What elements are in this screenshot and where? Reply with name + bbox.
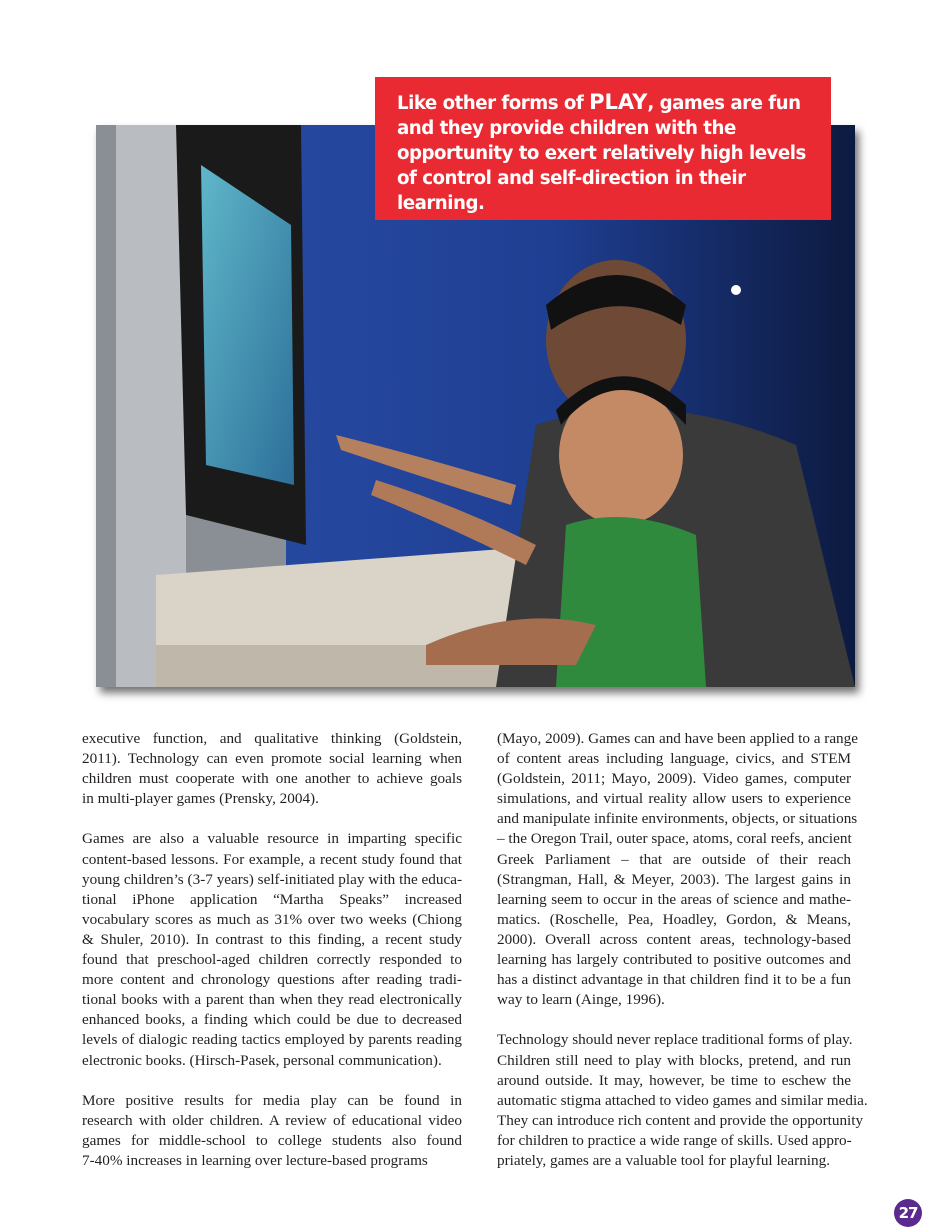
text-line: more content and chronology questions after reading tradi- <box>82 971 462 989</box>
text-line: (Goldstein, 2011; Mayo, 2009). Video games, computer <box>497 770 851 788</box>
text-line: – the Oregon Trail, outer space, atoms, coral reefs, ancient <box>497 830 852 848</box>
text-line: executive function, and qualitative thinking (Goldstein, <box>82 730 462 747</box>
text-line: tional iPhone application “Martha Speaks” increased <box>82 890 462 908</box>
text-line: 7-40% increases in learning over lecture-based programs <box>82 1151 428 1169</box>
text-line: content-based lessons. For example, a recent study found that <box>82 850 462 868</box>
text-line: Technology should never replace traditional forms of play. <box>497 1031 853 1049</box>
text-line: enhanced books, a finding which could be due to decreased <box>82 1011 462 1029</box>
paragraph <box>82 829 462 1070</box>
text-line: They can introduce rich content and provide the opportunity <box>497 1111 864 1129</box>
text-line: has a distinct advantage in that children find it to be a fun <box>497 971 851 989</box>
text-line: automatic stigma attached to video games and similar media. <box>497 1091 868 1109</box>
text-line: tional books with a parent than when they read electronically <box>82 991 462 1009</box>
text-line: (Strangman, Hall, & Meyer, 2003). The largest gains in <box>497 870 851 888</box>
callout-text-before: Like other forms of <box>397 93 590 114</box>
text-line: simulations, and virtual reality allow users to experience <box>497 790 851 808</box>
callout-text-after: , games are fun and they provide children with the opportunity to exert relatively high levels of control and self-direction in their learning. <box>397 93 806 214</box>
text-line: Greek Parliament – that are outside of their reach <box>497 850 851 868</box>
text-line: priately, games are a valuable tool for playful learning. <box>497 1151 831 1169</box>
paragraph <box>82 729 462 809</box>
text-line: matics. (Roschelle, Pea, Hoadley, Gordon, & Means, <box>497 910 851 928</box>
paragraph <box>82 1091 462 1171</box>
text-line: 2000). Overall across content areas, technology-based <box>497 930 851 948</box>
text-line: found that preschool-aged children correctly responded to <box>82 951 462 969</box>
text-line: of content areas including language, civics, and STEM <box>497 750 851 768</box>
text-line: learning seem to occur in the areas of science and mathe- <box>497 890 851 908</box>
text-line: & Shuler, 2010). In contrast to this finding, a recent study <box>82 930 462 948</box>
text-line: way to learn (Ainge, 1996). <box>497 991 665 1009</box>
pull-quote-callout <box>375 77 831 220</box>
text-line: 2011). Technology can even promote social learning when <box>82 750 462 768</box>
text-line: Children still need to play with blocks, pretend, and run <box>497 1051 851 1069</box>
text-line: vocabulary scores as much as 31% over two weeks (Chiong <box>82 910 462 928</box>
right-text-column <box>497 729 868 1191</box>
text-line: children must cooperate with one another to achieve goals <box>82 770 462 788</box>
text-line: games for middle-school to college students also found <box>82 1131 462 1149</box>
text-line: More positive results for media play can be found in <box>82 1091 462 1109</box>
text-line: young children’s (3-7 years) self-initiated play with the educa- <box>82 870 462 888</box>
page-number-badge: 27 <box>894 1199 922 1227</box>
text-line: Games are also a valuable resource in imparting specific <box>82 830 462 848</box>
text-line: around outside. It may, however, be time to eschew the <box>497 1071 851 1089</box>
text-line: (Mayo, 2009). Games can and have been applied to a range <box>497 730 858 747</box>
text-line: research with older children. A review of educational video <box>82 1111 462 1129</box>
paragraph <box>497 729 858 1010</box>
left-text-column <box>82 729 462 1191</box>
text-line: electronic books. (Hirsch-Pasek, personal communication). <box>82 1051 442 1069</box>
text-line: for children to practice a wide range of skills. Used appro- <box>497 1131 852 1149</box>
callout-emphasis: PLAY <box>589 90 648 114</box>
text-line: and manipulate infinite environments, objects, or situations <box>497 810 858 828</box>
text-line: learning has largely contributed to positive outcomes and <box>497 951 851 969</box>
text-line: levels of dialogic reading tactics employed by parents reading <box>82 1031 462 1049</box>
paragraph <box>497 1030 868 1171</box>
text-line: in multi-player games (Prensky, 2004). <box>82 790 319 808</box>
